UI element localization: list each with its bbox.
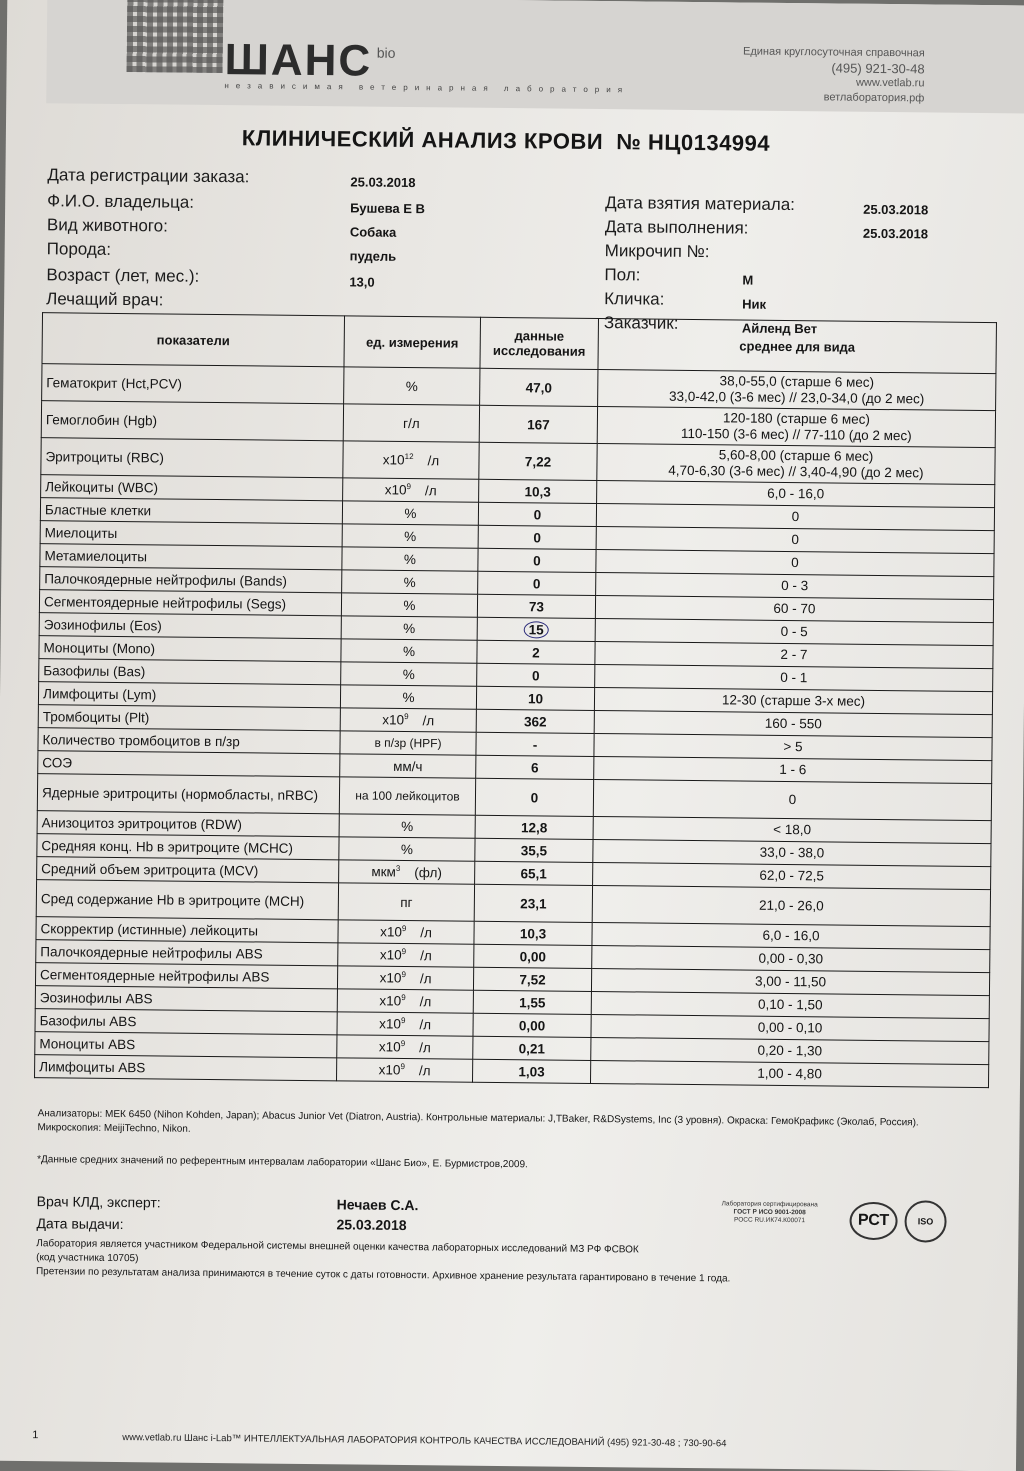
cert-line: РОСС RU.ИК74.К00071 (734, 1216, 806, 1225)
cell-value (479, 442, 597, 480)
unit-exponent: 9 (401, 993, 406, 1003)
disclaimer (36, 1237, 936, 1288)
unit-exponent: 9 (406, 482, 412, 492)
cell-indicator: Базофилы (Bas) (39, 659, 341, 685)
circled-value: 15 (524, 621, 549, 638)
result-value: 10,3 (524, 483, 551, 500)
field-label-left: Лечащий врач: (46, 289, 164, 310)
cell-value (478, 502, 596, 526)
result-value: 2 (532, 644, 540, 660)
cell-unit (342, 524, 478, 548)
unit-main: % (400, 841, 414, 857)
reference-line: 12-30 (старше 3-х мес) (721, 692, 866, 709)
unit-main: x10 (384, 482, 407, 498)
cell-reference (590, 1060, 988, 1087)
result-value: 0 (531, 667, 540, 683)
cell-value (476, 686, 594, 710)
cell-value (474, 921, 592, 945)
order-number: № НЦ0134994 (616, 129, 771, 156)
field-value-left: Собака (349, 224, 397, 240)
cell-value (475, 815, 593, 839)
unit-tail: /л (419, 993, 432, 1010)
brand-tagline: независимая ветеринарная лаборатория (224, 81, 630, 95)
result-value: - (532, 736, 538, 752)
unit-main: % (404, 505, 417, 521)
cell-indicator: Эритроциты (RBC) (41, 438, 343, 478)
cell-value (477, 640, 595, 664)
cell-indicator: Эозинофилы (Eos) (39, 613, 341, 639)
cell-indicator: Ядерные эритроциты (нормобласты, nRBC) (37, 774, 339, 814)
unit-exponent: 9 (404, 712, 409, 722)
brand-sub: bio (376, 44, 396, 61)
cell-value (474, 944, 592, 968)
field-label-right: Дата взятия материала: (605, 193, 796, 215)
title-text: КЛИНИЧЕСКИЙ АНАЛИЗ КРОВИ (241, 125, 604, 155)
unit-tail: /л (422, 712, 435, 729)
unit-main: % (401, 818, 414, 834)
cell-reference (597, 444, 995, 485)
cell-unit (339, 814, 475, 838)
reference-line: 0 - 1 (780, 669, 808, 686)
cell-value (476, 732, 594, 756)
cell-unit (343, 441, 479, 479)
cell-unit (340, 708, 476, 732)
result-value: 0,00 (519, 948, 547, 964)
contact-web: www.vetlab.ru (855, 76, 925, 90)
cell-unit (343, 404, 479, 442)
cell-value (475, 778, 593, 816)
cell-unit (342, 547, 478, 571)
disclaimer-line: Претензии по результатам анализа принимаются в течение суток с даты готовности. Архивное хранение результата гарантировано в течение 1 года. (35, 1266, 731, 1285)
result-value: 6 (530, 759, 539, 775)
result-value: 7,52 (519, 971, 546, 987)
cell-indicator: Палочкоядерные нейтрофилы ABS (36, 940, 338, 966)
reference-line: 2 - 7 (780, 646, 808, 663)
header-ref: среднее для вида (598, 319, 997, 374)
unit-tail: /л (427, 452, 440, 469)
cell-unit (339, 837, 475, 861)
result-value: 167 (527, 416, 550, 433)
unit-main: x10 (379, 993, 402, 1009)
field-label-left: Ф.И.О. владельца: (47, 191, 195, 212)
unit-main: мкм (371, 864, 396, 880)
field-value-right: М (742, 272, 754, 288)
cell-reference (597, 407, 995, 448)
field-value-right: 25.03.2018 (862, 225, 929, 242)
field-label-right: Микрочип №: (604, 241, 710, 262)
unit-main: в п/зр (HPF) (374, 735, 442, 751)
cell-value (478, 525, 596, 549)
reference-line: 0 (791, 532, 800, 548)
cell-value (476, 709, 594, 733)
reference-line: 21,0 - 26,0 (759, 897, 824, 914)
cell-unit (341, 639, 477, 663)
cell-indicator: Метамиелоциты (40, 544, 342, 570)
cell-indicator: СОЭ (38, 751, 340, 777)
field-label-left: Дата регистрации заказа: (47, 165, 250, 187)
cell-indicator: Скорректир (истинные) лейкоциты (36, 917, 338, 943)
reference-line: 0 (791, 555, 799, 571)
unit-exponent: 12 (404, 452, 414, 462)
cell-unit (342, 501, 478, 525)
unit-main: % (402, 666, 415, 682)
result-value: 47,0 (525, 379, 552, 396)
unit-main: на 100 лейкоцитов (355, 788, 460, 804)
cell-unit (344, 367, 480, 405)
reference-line: 62,0 - 72,5 (759, 867, 825, 884)
issue-label: Дата выдачи: (36, 1215, 124, 1233)
brand-logo: ШАНС (224, 35, 373, 86)
unit-exponent: 9 (400, 1016, 406, 1026)
cell-reference (598, 370, 996, 411)
cell-unit (342, 570, 478, 594)
result-value: 12,8 (520, 819, 548, 836)
field-value-left: 13,0 (349, 274, 375, 290)
reference-line: 1,00 - 4,80 (757, 1065, 822, 1082)
cell-value (477, 594, 595, 618)
doctor-label: Врач КЛД, эксперт: (36, 1193, 161, 1211)
unit-main: г/л (403, 415, 420, 431)
cell-unit (340, 754, 476, 778)
field-label-left: Порода: (46, 239, 112, 259)
result-value: 0,21 (518, 1040, 546, 1056)
reference-line: 60 - 70 (773, 600, 816, 617)
reference-line: 0,10 - 1,50 (757, 996, 823, 1013)
cell-unit (340, 731, 476, 755)
field-value-right: Айленд Вет (741, 320, 818, 337)
cell-unit (337, 989, 473, 1013)
field-label-right: Заказчик: (603, 313, 679, 333)
unit-main: % (403, 551, 417, 567)
result-value: 0 (533, 529, 542, 545)
unit-main: % (403, 620, 416, 636)
cell-unit (338, 883, 474, 921)
field-label-right: Пол: (604, 265, 641, 285)
reference-line: > 5 (783, 738, 803, 755)
cell-unit (337, 1058, 473, 1082)
reference-line: 0,00 - 0,10 (757, 1019, 823, 1036)
reference-line: 33,0 - 38,0 (759, 844, 825, 861)
result-value: 65,1 (520, 865, 547, 881)
result-value: 0 (533, 506, 542, 522)
cell-value (473, 1036, 591, 1060)
iso-stamp-icon: ISO (904, 1200, 946, 1242)
unit-tail: /л (420, 924, 433, 941)
cell-unit (343, 478, 479, 502)
unit-exponent: 9 (401, 970, 406, 980)
cell-value (479, 405, 597, 443)
cell-unit (338, 943, 474, 967)
unit-main: x10 (378, 1062, 401, 1078)
result-value: 0 (530, 789, 539, 805)
reference-line: 0 (788, 792, 797, 808)
unit-main: % (403, 597, 416, 613)
cell-unit (337, 1035, 473, 1059)
logo-grid-icon (127, 0, 224, 73)
unit-main: x10 (378, 1039, 401, 1055)
reference-line: 0,00 - 0,30 (758, 950, 824, 967)
field-value-left: Бушева Е В (350, 200, 426, 217)
cell-value (480, 368, 598, 406)
field-value-right: Ник (742, 296, 767, 312)
field-label-left: Вид животного: (46, 215, 168, 236)
unit-tail: (фл) (414, 864, 443, 881)
field-label-left: Возраст (лет, мес.): (46, 265, 200, 286)
reference-line: 6,0 - 16,0 (762, 927, 820, 944)
cell-indicator: Бластные клетки (40, 498, 342, 524)
cell-unit (337, 1012, 473, 1036)
cell-indicator: Эозинофилы ABS (35, 986, 337, 1012)
doctor-name: Нечаев С.А. (336, 1196, 419, 1214)
header-value: данные исследования (480, 317, 599, 369)
cell-indicator: Гемоглобин (Hgb) (41, 401, 343, 441)
field-value-left: 25.03.2018 (350, 174, 416, 191)
contact-line: Единая круглосуточная справочная (742, 45, 925, 60)
cell-indicator: Лейкоциты (WBC) (41, 475, 343, 501)
cell-value (474, 884, 592, 922)
pct-stamp-icon: РСТ (849, 1202, 897, 1241)
reference-line: 4,70-6,30 (3-6 мес) // 3,40-4,90 (до 2 мес) (668, 462, 924, 481)
cell-indicator: Базофилы ABS (35, 1009, 337, 1035)
result-value: 10 (527, 690, 544, 706)
cell-indicator: Средняя конц. Hb в эритроците (MCHC) (37, 834, 339, 860)
result-value: 35,5 (520, 842, 548, 859)
cell-value (479, 479, 597, 503)
unit-tail: /л (420, 947, 432, 964)
reference-line: 120-180 (старше 6 мес) (722, 410, 871, 427)
unit-main: % (404, 528, 417, 544)
result-value: 73 (528, 598, 545, 614)
unit-exponent: 9 (400, 1062, 405, 1072)
unit-main: x10 (379, 970, 402, 986)
cell-indicator: Моноциты ABS (35, 1032, 337, 1058)
result-value: 0,00 (518, 1017, 546, 1033)
unit-exponent: 9 (401, 924, 407, 934)
result-value: 0 (532, 575, 541, 591)
contact-block (742, 45, 924, 107)
field-label-right: Кличка: (604, 289, 665, 309)
results-body (35, 364, 996, 1088)
cell-value (478, 548, 596, 572)
reference-line: 160 - 550 (764, 715, 822, 732)
header-name: показатели (42, 313, 345, 367)
analyzers-note: Анализаторы: МЕК 6450 (Nihon Kohden, Japan); Abacus Junior Vet (Diatron, Austria). Контрольные материалы: J,TBaker, R&DSystems, Inc (3 уровня). Окраска: ГемоКрафикс (Эколаб, Россия). Микроскопия: MeijiTechno, Nikon. (37, 1108, 919, 1135)
cell-reference (593, 779, 991, 820)
reference-line: 38,0-55,0 (старше 6 мес) (719, 373, 875, 390)
cell-indicator: Палочкоядерные нейтрофилы (Bands) (40, 567, 342, 593)
result-value: 1,55 (519, 994, 546, 1010)
reference-line: 0,20 - 1,30 (757, 1042, 823, 1059)
cell-unit (339, 860, 475, 884)
cell-value (475, 838, 593, 862)
disclaimer-line: Лаборатория является участником Федеральной системы внешней оценки качества лабораторных исследований МЗ РФ ФСВОК (36, 1238, 639, 1256)
cell-indicator: Лимфоциты ABS (35, 1055, 337, 1081)
cell-unit (337, 966, 473, 990)
reference-line: 1 - 6 (779, 761, 807, 778)
unit-main: мм/ч (393, 758, 423, 774)
unit-main: % (402, 643, 416, 659)
reference-line: 110-150 (3-6 мес) // 77-110 (до 2 мес) (680, 425, 912, 444)
cell-indicator: Лимфоциты (Lym) (38, 682, 340, 708)
unit-main: x10 (379, 947, 402, 963)
unit-exponent: 9 (400, 1039, 406, 1049)
cell-indicator: Гематокрит (Hct,PCV) (42, 364, 344, 404)
contact-phone: (495) 921-30-48 (831, 60, 925, 77)
cell-unit (339, 777, 475, 815)
reference-line: 0 (791, 509, 800, 525)
unit-exponent: 3 (395, 864, 401, 874)
cell-unit (341, 662, 477, 686)
results-table (34, 312, 997, 1088)
cell-value (477, 663, 595, 687)
unit-main: % (402, 689, 415, 705)
issue-date: 25.03.2018 (336, 1216, 407, 1234)
unit-main: пг (400, 894, 413, 910)
cell-indicator: Сред содержание Hb в эритроците (MCH) (36, 880, 338, 920)
cell-value (475, 861, 593, 885)
disclaimer-line: (код участника 10705) (36, 1252, 139, 1265)
cell-indicator: Средний объем эритроцита (MCV) (37, 857, 339, 883)
result-value: 1,03 (518, 1063, 545, 1079)
unit-main: % (403, 574, 416, 590)
page-number: 1 (32, 1429, 39, 1442)
unit-main: x10 (382, 712, 405, 728)
result-value: 10,3 (519, 925, 547, 941)
reference-line: 33,0-42,0 (3-6 мес) // 23,0-34,0 (до 2 мес) (668, 388, 925, 407)
unit-main: x10 (379, 1016, 402, 1032)
cell-unit (341, 593, 477, 617)
unit-tail: /л (419, 970, 432, 987)
cell-value (472, 1059, 590, 1083)
reference-line: 0 - 3 (781, 577, 809, 594)
reference-line: 0 - 5 (780, 623, 808, 640)
unit-main: % (405, 378, 418, 394)
cert-line: Лаборатория сертифицирована (721, 1200, 818, 1209)
cell-indicator: Тромбоциты (Plt) (38, 705, 340, 731)
cell-value (473, 967, 591, 991)
cell-value (473, 990, 591, 1014)
field-value-right: 25.03.2018 (863, 201, 929, 218)
cell-indicator: Сегментоядерные нейтрофилы (Segs) (39, 590, 341, 616)
cell-value (477, 617, 595, 641)
footer-text: www.vetlab.ru Шанс i-Lab™ ИНТЕЛЛЕКТУАЛЬНАЯ ЛАБОРАТОРИЯ КОНТРОЛЬ КАЧЕСТВА ИССЛЕДОВАНИЙ (495) 921-30-48 ; 730-90-64 (122, 1432, 727, 1450)
cert-line: ГОСТ Р ИСО 9001-2008 (733, 1208, 806, 1217)
document-title (242, 125, 770, 157)
cell-unit (340, 685, 476, 709)
cell-unit (338, 920, 474, 944)
cell-indicator: Количество тромбоцитов в п/зр (38, 728, 340, 754)
cell-indicator: Анизоцитоз эритроцитов (RDW) (37, 811, 339, 837)
unit-main: x10 (380, 924, 402, 940)
reference-line: 6,0 - 16,0 (767, 485, 825, 502)
unit-tail: /л (424, 482, 437, 499)
result-value: 0 (533, 552, 541, 568)
cell-indicator: Сегментоядерные нейтрофилы ABS (35, 963, 337, 989)
cell-value (473, 1013, 591, 1037)
header-unit: ед. измерения (344, 316, 481, 368)
unit-main: x10 (382, 452, 405, 468)
reference-note: *Данные средних значений по референтным интервалам лаборатории «Шанс Био», Е. Бурмистров,2009. (37, 1154, 528, 1171)
unit-tail: /л (419, 1039, 431, 1056)
reference-line: 5,60-8,00 (старше 6 мес) (718, 447, 874, 464)
unit-tail: /л (418, 1062, 431, 1079)
cell-indicator: Моноциты (Mono) (39, 636, 341, 662)
unit-exponent: 9 (401, 947, 407, 957)
result-value: 7,22 (524, 453, 552, 470)
result-value: 362 (523, 713, 547, 729)
certification-text (695, 1200, 845, 1226)
reference-line: 3,00 - 11,50 (754, 973, 827, 990)
cell-unit (341, 616, 477, 640)
cell-value (478, 571, 596, 595)
field-value-left: пудель (349, 248, 397, 264)
result-value: 23,1 (520, 895, 547, 911)
cell-value (476, 755, 594, 779)
cell-indicator: Миелоциты (40, 521, 342, 547)
field-label-right: Дата выполнения: (604, 217, 749, 238)
unit-tail: /л (419, 1016, 432, 1033)
cell-reference (592, 885, 990, 926)
reference-line: < 18,0 (773, 821, 812, 838)
contact-web-rf: ветлаборатория.рф (823, 91, 925, 105)
